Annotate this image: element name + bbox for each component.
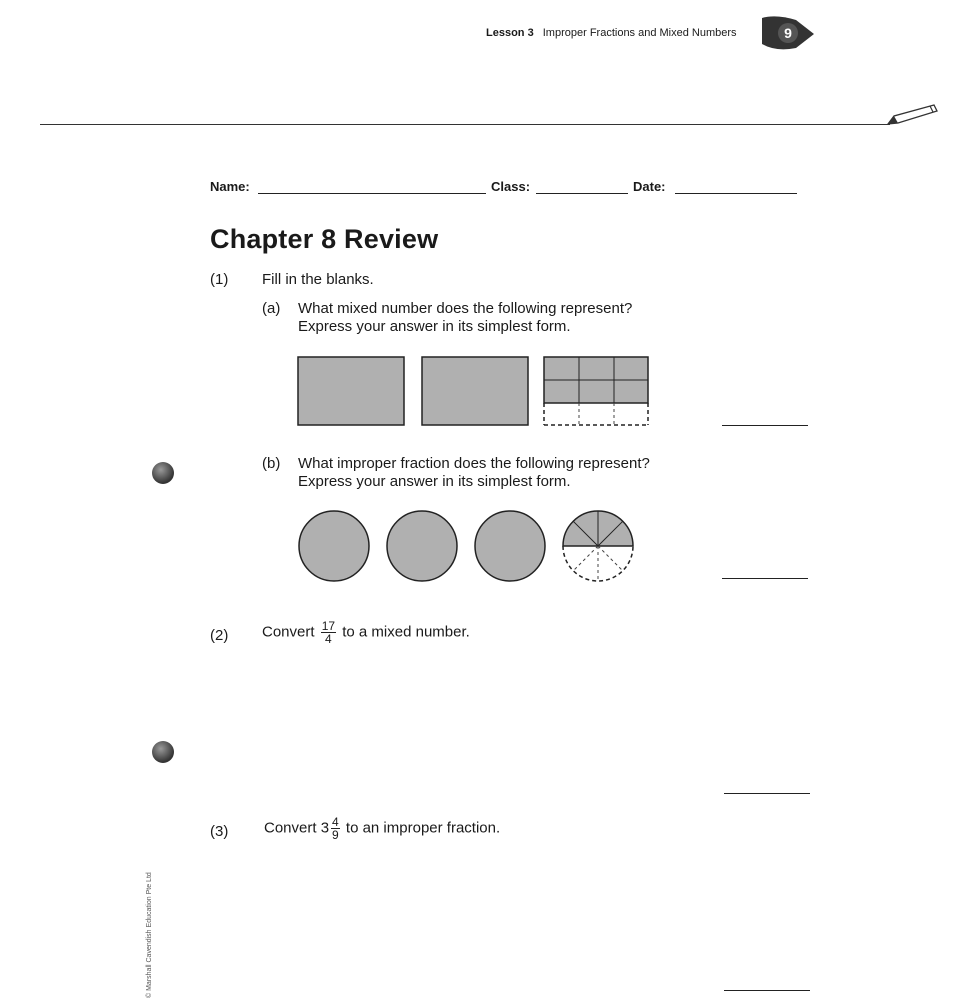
q1a-rectangles-figure [296, 355, 656, 435]
q3-whole: 3 [320, 819, 330, 837]
q1b-circles-figure [296, 508, 641, 591]
q3-text [264, 816, 500, 841]
lesson-title: Improper Fractions and Mixed Numbers [542, 27, 737, 39]
q1b-label: (b) [262, 455, 281, 472]
q2-text [262, 620, 470, 645]
q1b-line1: What improper fraction does the following represent? [298, 455, 650, 472]
q2-number: (2) [210, 627, 229, 644]
q2-answer-line[interactable] [724, 793, 810, 794]
q3-suffix: to an improper fraction. [345, 819, 501, 837]
full-circle-1 [299, 511, 369, 581]
q2-numerator: 17 [321, 619, 336, 633]
q2-suffix: to a mixed number. [342, 623, 470, 641]
full-circle-2 [387, 511, 457, 581]
q3-number: (3) [210, 823, 229, 840]
lesson-label: Lesson 3 [486, 27, 534, 39]
page-title: Chapter 8 Review [210, 224, 439, 254]
q2-fraction [321, 620, 336, 645]
q3-fraction [331, 816, 340, 841]
full-circle-3 [475, 511, 545, 581]
partial-rectangle [544, 357, 648, 425]
q1a-line2: Express your answer in its simplest form. [298, 318, 571, 335]
q1a-answer-line[interactable] [722, 425, 808, 426]
q3-denominator: 9 [332, 828, 339, 842]
full-rectangle-1 [298, 357, 404, 425]
chapter-tab [756, 12, 818, 57]
lesson-header [486, 27, 737, 39]
q1a-line1: What mixed number does the following represent? [298, 300, 633, 317]
q2-prefix: Convert [262, 623, 315, 641]
q1-number: (1) [210, 271, 229, 288]
class-label: Class: [491, 179, 531, 194]
q1b-answer-line[interactable] [722, 578, 808, 579]
date-label: Date: [633, 179, 666, 194]
copyright-notice: © Marshall Cavendish Education Pte Ltd [146, 872, 153, 998]
name-label: Name: [210, 179, 250, 194]
binder-hole [152, 741, 174, 763]
q2-denominator: 4 [325, 632, 332, 646]
q3-numerator: 4 [332, 815, 339, 829]
q1b-line2: Express your answer in its simplest form. [298, 473, 571, 490]
binder-hole [152, 462, 174, 484]
class-field[interactable] [536, 193, 628, 194]
q1a-label: (a) [262, 300, 281, 317]
chapter-tab-number: 9 [784, 25, 792, 41]
q3-prefix: Convert [264, 819, 317, 837]
partial-circle [563, 511, 633, 581]
full-rectangle-2 [422, 357, 528, 425]
q1-instruction: Fill in the blanks. [262, 271, 374, 288]
pencil-icon [884, 102, 940, 133]
name-field[interactable] [258, 193, 486, 194]
page-rule [40, 124, 890, 125]
date-field[interactable] [675, 193, 797, 194]
q3-answer-line[interactable] [724, 990, 810, 991]
